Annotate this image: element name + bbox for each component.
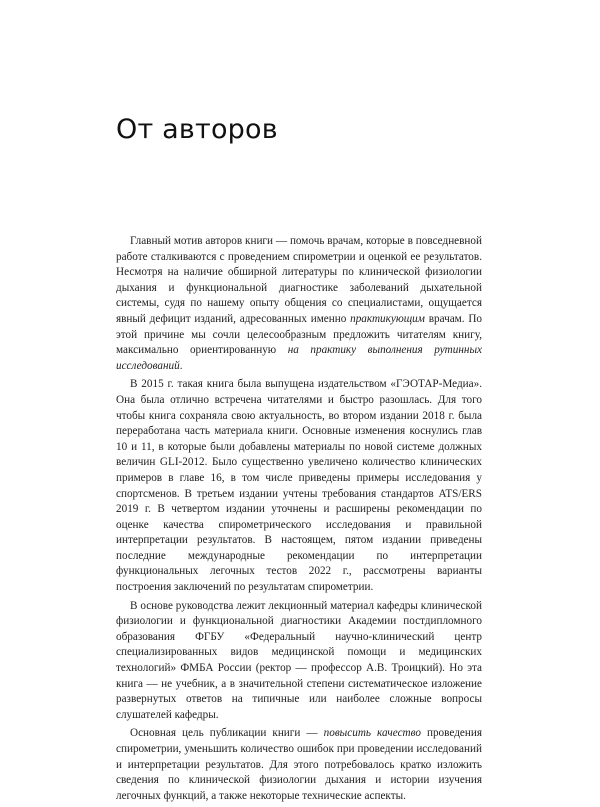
emphasis-text: практикующим xyxy=(350,312,425,325)
paragraph-4 xyxy=(116,726,482,804)
paragraph-1 xyxy=(116,234,482,374)
paragraph-text: проведения спирометрии, уменьшить количество ошибок при проведении исследований и интерпретации результатов. Для этого потребовалось кратко изложить сведения по клинической физиологии дыхания и истории изучения легочных функций, а также некоторые технические аспекты. xyxy=(116,727,482,802)
paragraph-2 xyxy=(116,377,482,595)
chapter-body xyxy=(116,234,482,807)
emphasis-text: повысить качество xyxy=(323,727,421,740)
paragraph-text: врачам. По этой причине мы сочли целесообразным предложить читателям книгу, максимально ориентированную xyxy=(116,312,482,357)
paragraph-text: В основе руководства лежит лекционный материал кафедры клинической физиологии и функциональной диагностики Академии постдипломного образования ФГБУ «Федеральный научно-клинический центр специализированных видов медицинской помощи и медицинских технологий» ФМБА России (ректор — профессор А.В. Троицкий). Но эта книга — не учебник, а в значительной степени систематическое изложение развернутых ответов на типичные или наиболее сложные вопросы слушателей кафедры. xyxy=(116,599,482,721)
paragraph-text: Главный мотив авторов книги — помочь врачам, которые в повседневной работе сталкиваются с проведением спирометрии и оценкой ее результатов. Несмотря на наличие обширной литературы по клинической физиологии дыхания и функциональной диагностике заболеваний дыхательной системы, судя по нашему опыту общения со специалистами, ощущается явный дефицит изданий, адресованных именно xyxy=(116,235,482,325)
paragraph-text: . xyxy=(179,359,183,372)
paragraph-text: В 2015 г. такая книга была выпущена издательством «ГЭОТАР-Медиа». Она была отлично встречена читателями и быстро разошлась. Для того чтобы книга сохраняла свою актуальность, во втором издании 2018 г. была переработана часть материала книги. Основные изменения коснулись глав 10 и 11, в которые были добавлены материалы по новой системе должных величин GLI-2012. Было существенно увеличено количество клинических примеров в главе 16, в том числе приведены примеры исследования у спортсменов. В третьем издании учтены требования стандартов ATS/ERS 2019 г. В четвертом издании уточнены и расширены рекомендации по оценке качества спирометрического исследования и правильной интерпретации результатов. В настоящем, пятом издании приведены последние международные рекомендации по интерпретации функциональных легочных тестов 2022 г., рассмотрены варианты построения заключений по результатам спирометрии. xyxy=(116,378,482,594)
paragraph-3 xyxy=(116,599,482,724)
paragraph-text: Основная цель публикации книги — xyxy=(130,727,324,740)
emphasis-text: на практику выполнения рутинных исследований xyxy=(116,344,482,372)
chapter-title: От авторов xyxy=(116,114,278,145)
